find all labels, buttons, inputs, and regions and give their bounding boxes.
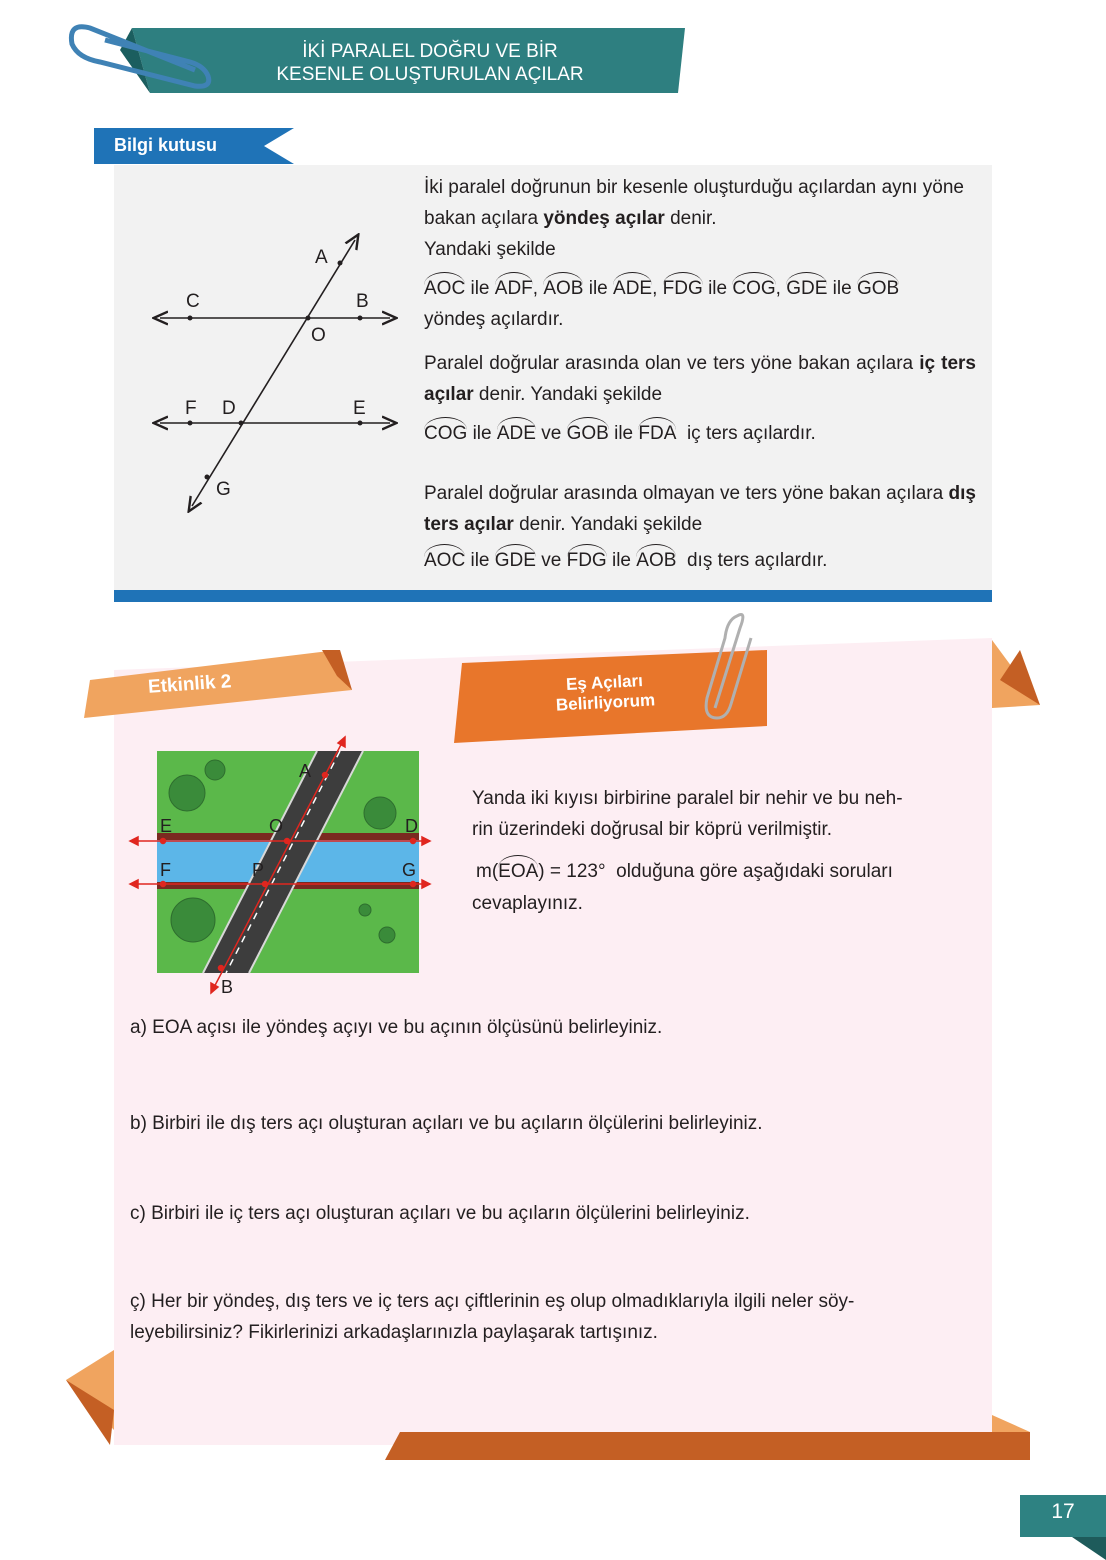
activity-title: Eş Açıları Belirliyorum — [555, 671, 656, 715]
svg-text:C: C — [186, 291, 200, 312]
svg-text:G: G — [402, 860, 417, 880]
svg-text:B: B — [356, 291, 369, 312]
svg-text:A: A — [299, 761, 312, 781]
dis-ters-examples: AOC ile GDE ve FDG ile AOB dış ters açılardır. — [424, 545, 984, 576]
ic-ters-definition: Paralel doğrular arasında olan ve ters yöne bakan açılara iç ters açılar denir. Yandaki şekilde — [424, 353, 976, 405]
activity-intro: Yanda iki kıyısı birbirine paralel bir nehir ve bu neh- rin üzerindeki doğrusal bir köprü verilmiştir. — [472, 788, 903, 840]
page-title: İKİ PARALEL DOĞRU VE BİR KESENLE OLUŞTURULAN AÇILAR — [276, 41, 584, 85]
svg-text:D: D — [405, 816, 418, 836]
svg-text:A: A — [315, 247, 328, 268]
page-number: 17 — [1051, 1500, 1075, 1523]
ic-ters-examples: COG ile ADE ve GOB ile FDA iç ters açılardır. — [424, 418, 984, 449]
svg-text:O: O — [311, 325, 326, 346]
parallel-lines-figure — [150, 230, 400, 520]
svg-text:B: B — [221, 977, 234, 997]
paperclip-icon — [695, 608, 765, 728]
yondes-examples: AOC ile ADF, AOB ile ADE, FDG ile COG, GDE ile GOB yöndeş açılardır. — [424, 273, 984, 335]
svg-text:O: O — [269, 816, 284, 836]
question-b: b) Birbiri ile dış ters açı oluşturan açıları ve bu açıların ölçülerini belirleyiniz. — [130, 1113, 763, 1134]
question-d: ç) Her bir yöndeş, dış ters ve iç ters açı çiftlerinin eş olup olmadıklarıyla ilgili neler söy- leyebilirsiniz? Fikirlerinizi arkadaşlarınızla paylaşarak tartışınız. — [130, 1291, 855, 1343]
activity-given-line2: cevaplayınız. — [472, 893, 583, 914]
svg-text:F: F — [185, 398, 197, 419]
svg-text:E: E — [353, 398, 366, 419]
svg-text:P: P — [252, 860, 265, 880]
svg-text:G: G — [216, 479, 231, 500]
yondes-definition: İki paralel doğrunun bir kesenle oluşturduğu açılardan aynı yöne bakan açılara yöndeş açılar denir. Yandaki şekilde — [424, 177, 964, 260]
river-bridge-map — [125, 735, 435, 1000]
info-box-bottom-bar — [114, 590, 992, 602]
svg-text:E: E — [160, 816, 173, 836]
svg-text:D: D — [222, 398, 236, 419]
activity-given: m(EOA) = 123° olduğuna göre aşağıdaki soruları — [476, 856, 976, 887]
question-c: c) Birbiri ile iç ters açı oluşturan açıları ve bu açıların ölçülerini belirleyiniz. — [130, 1203, 750, 1224]
svg-text:F: F — [160, 860, 171, 880]
transversal-AG — [192, 240, 355, 506]
question-a: a) EOA açısı ile yöndeş açıyı ve bu açının ölçüsünü belirleyiniz. — [130, 1017, 663, 1038]
dis-ters-definition: Paralel doğrular arasında olmayan ve ters yöne bakan açılara dış ters açılar denir. Yandaki şekilde — [424, 483, 976, 535]
bilgi-label: Bilgi kutusu — [114, 135, 217, 155]
etkinlik-label: Etkinlik 2 — [147, 671, 233, 698]
